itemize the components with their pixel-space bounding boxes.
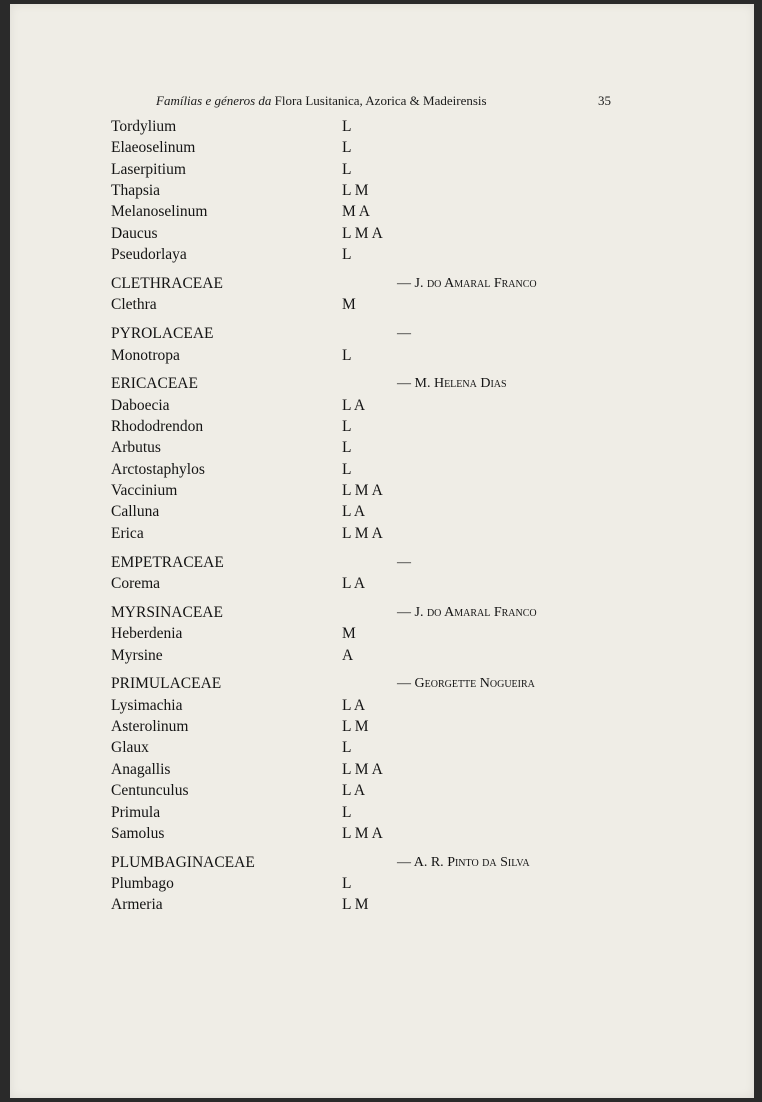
genus-name: Arctostaphylos — [111, 460, 205, 478]
genus-name: Clethra — [111, 296, 157, 314]
document-page — [10, 4, 754, 1098]
distribution-code: L — [342, 460, 352, 478]
distribution-code: L M — [342, 718, 369, 736]
distribution-code: L — [342, 439, 352, 457]
distribution-code: L M — [342, 182, 369, 200]
genus-name: Vaccinium — [111, 482, 178, 500]
author-name: do Amaral Franco — [426, 604, 537, 620]
distribution-code: M — [342, 625, 356, 643]
family-author — [397, 273, 537, 294]
distribution-code: L M — [342, 896, 369, 914]
author-prefix: — A. R. — [397, 854, 448, 870]
author-name: Helena Dias — [433, 376, 507, 392]
distribution-code: L A — [342, 696, 366, 714]
genus-name: Lysimachia — [111, 696, 183, 714]
family-name: MYRSINACEAE — [111, 603, 223, 621]
distribution-code: L A — [342, 575, 366, 592]
distribution-code: L — [342, 346, 352, 364]
distribution-code: L M A — [342, 760, 383, 778]
family-name: PRIMULACEAE — [111, 675, 222, 693]
distribution-code: L — [342, 875, 352, 893]
author-name: Georgette Nogueira — [414, 676, 535, 692]
distribution-code: L A — [342, 503, 366, 521]
genus-name: Anagallis — [111, 760, 171, 778]
page-number: 35 — [598, 93, 611, 108]
family-name: PYROLACEAE — [111, 325, 214, 343]
family-author — [397, 323, 411, 344]
author-prefix: — J. — [397, 604, 427, 620]
genus-name: Heberdenia — [111, 625, 183, 643]
distribution-code: L — [342, 418, 352, 436]
distribution-code: L — [342, 246, 352, 264]
genus-name: Thapsia — [111, 182, 161, 200]
genus-name: Elaeoselinum — [111, 139, 196, 157]
genus-name: Monotropa — [111, 346, 180, 364]
distribution-code: L M A — [342, 224, 383, 242]
genus-name: Pseudorlaya — [111, 246, 187, 264]
header-title-rest: Flora Lusitanica, Azorica & Madeirensis — [274, 93, 487, 108]
genus-name: Myrsine — [111, 646, 163, 664]
genus-name: Tordylium — [111, 118, 177, 135]
distribution-code: L — [342, 739, 352, 757]
distribution-code: L A — [342, 782, 366, 800]
genus-name: Armeria — [111, 896, 163, 914]
distribution-code: L — [342, 803, 352, 821]
author-prefix: — — [397, 554, 411, 570]
genus-name: Plumbago — [111, 875, 174, 893]
family-name: ERICACEAE — [111, 375, 198, 393]
distribution-code: L M A — [342, 482, 383, 500]
genus-name: Arbutus — [111, 439, 161, 457]
genus-name: Samolus — [111, 824, 165, 842]
author-name: Pinto da Silva — [447, 854, 530, 870]
family-name: EMPETRACEAE — [111, 553, 224, 571]
header-title — [156, 93, 487, 108]
author-name: do Amaral Franco — [426, 275, 537, 291]
distribution-code: M A — [342, 203, 370, 221]
author-prefix: — — [397, 676, 415, 692]
distribution-code: L — [342, 160, 352, 178]
family-author — [397, 552, 411, 573]
genus-name: Rhododrendon — [111, 418, 204, 436]
distribution-code: L M A — [342, 824, 383, 842]
family-name: CLETHRACEAE — [111, 274, 223, 292]
author-prefix: — — [397, 326, 411, 342]
genus-name: Asterolinum — [111, 718, 189, 736]
family-author — [397, 373, 507, 394]
header-title-italic: Famílias e géneros da — [156, 93, 272, 108]
genus-name: Glaux — [111, 739, 149, 757]
distribution-code: A — [342, 646, 354, 664]
genus-name: Daucus — [111, 224, 158, 242]
genus-name: Daboecia — [111, 396, 170, 414]
family-author — [397, 602, 537, 623]
running-header — [156, 93, 611, 109]
family-name: PLUMBAGINACEAE — [111, 853, 255, 871]
genus-name: Laserpitium — [111, 160, 186, 178]
family-author — [397, 673, 535, 694]
distribution-code: L M A — [342, 524, 383, 542]
distribution-code: L — [342, 139, 352, 157]
family-author — [397, 852, 530, 873]
genus-name: Primula — [111, 803, 161, 821]
distribution-code: L — [342, 118, 352, 135]
author-prefix: — J. — [397, 275, 427, 291]
distribution-code: M — [342, 296, 356, 314]
distribution-code: L A — [342, 396, 366, 414]
genus-name: Erica — [111, 524, 144, 542]
author-prefix: — M. — [397, 376, 434, 392]
genus-name: Centunculus — [111, 782, 189, 800]
genus-name: Corema — [111, 575, 161, 592]
genus-name: Calluna — [111, 503, 160, 521]
genus-name: Melanoselinum — [111, 203, 208, 221]
